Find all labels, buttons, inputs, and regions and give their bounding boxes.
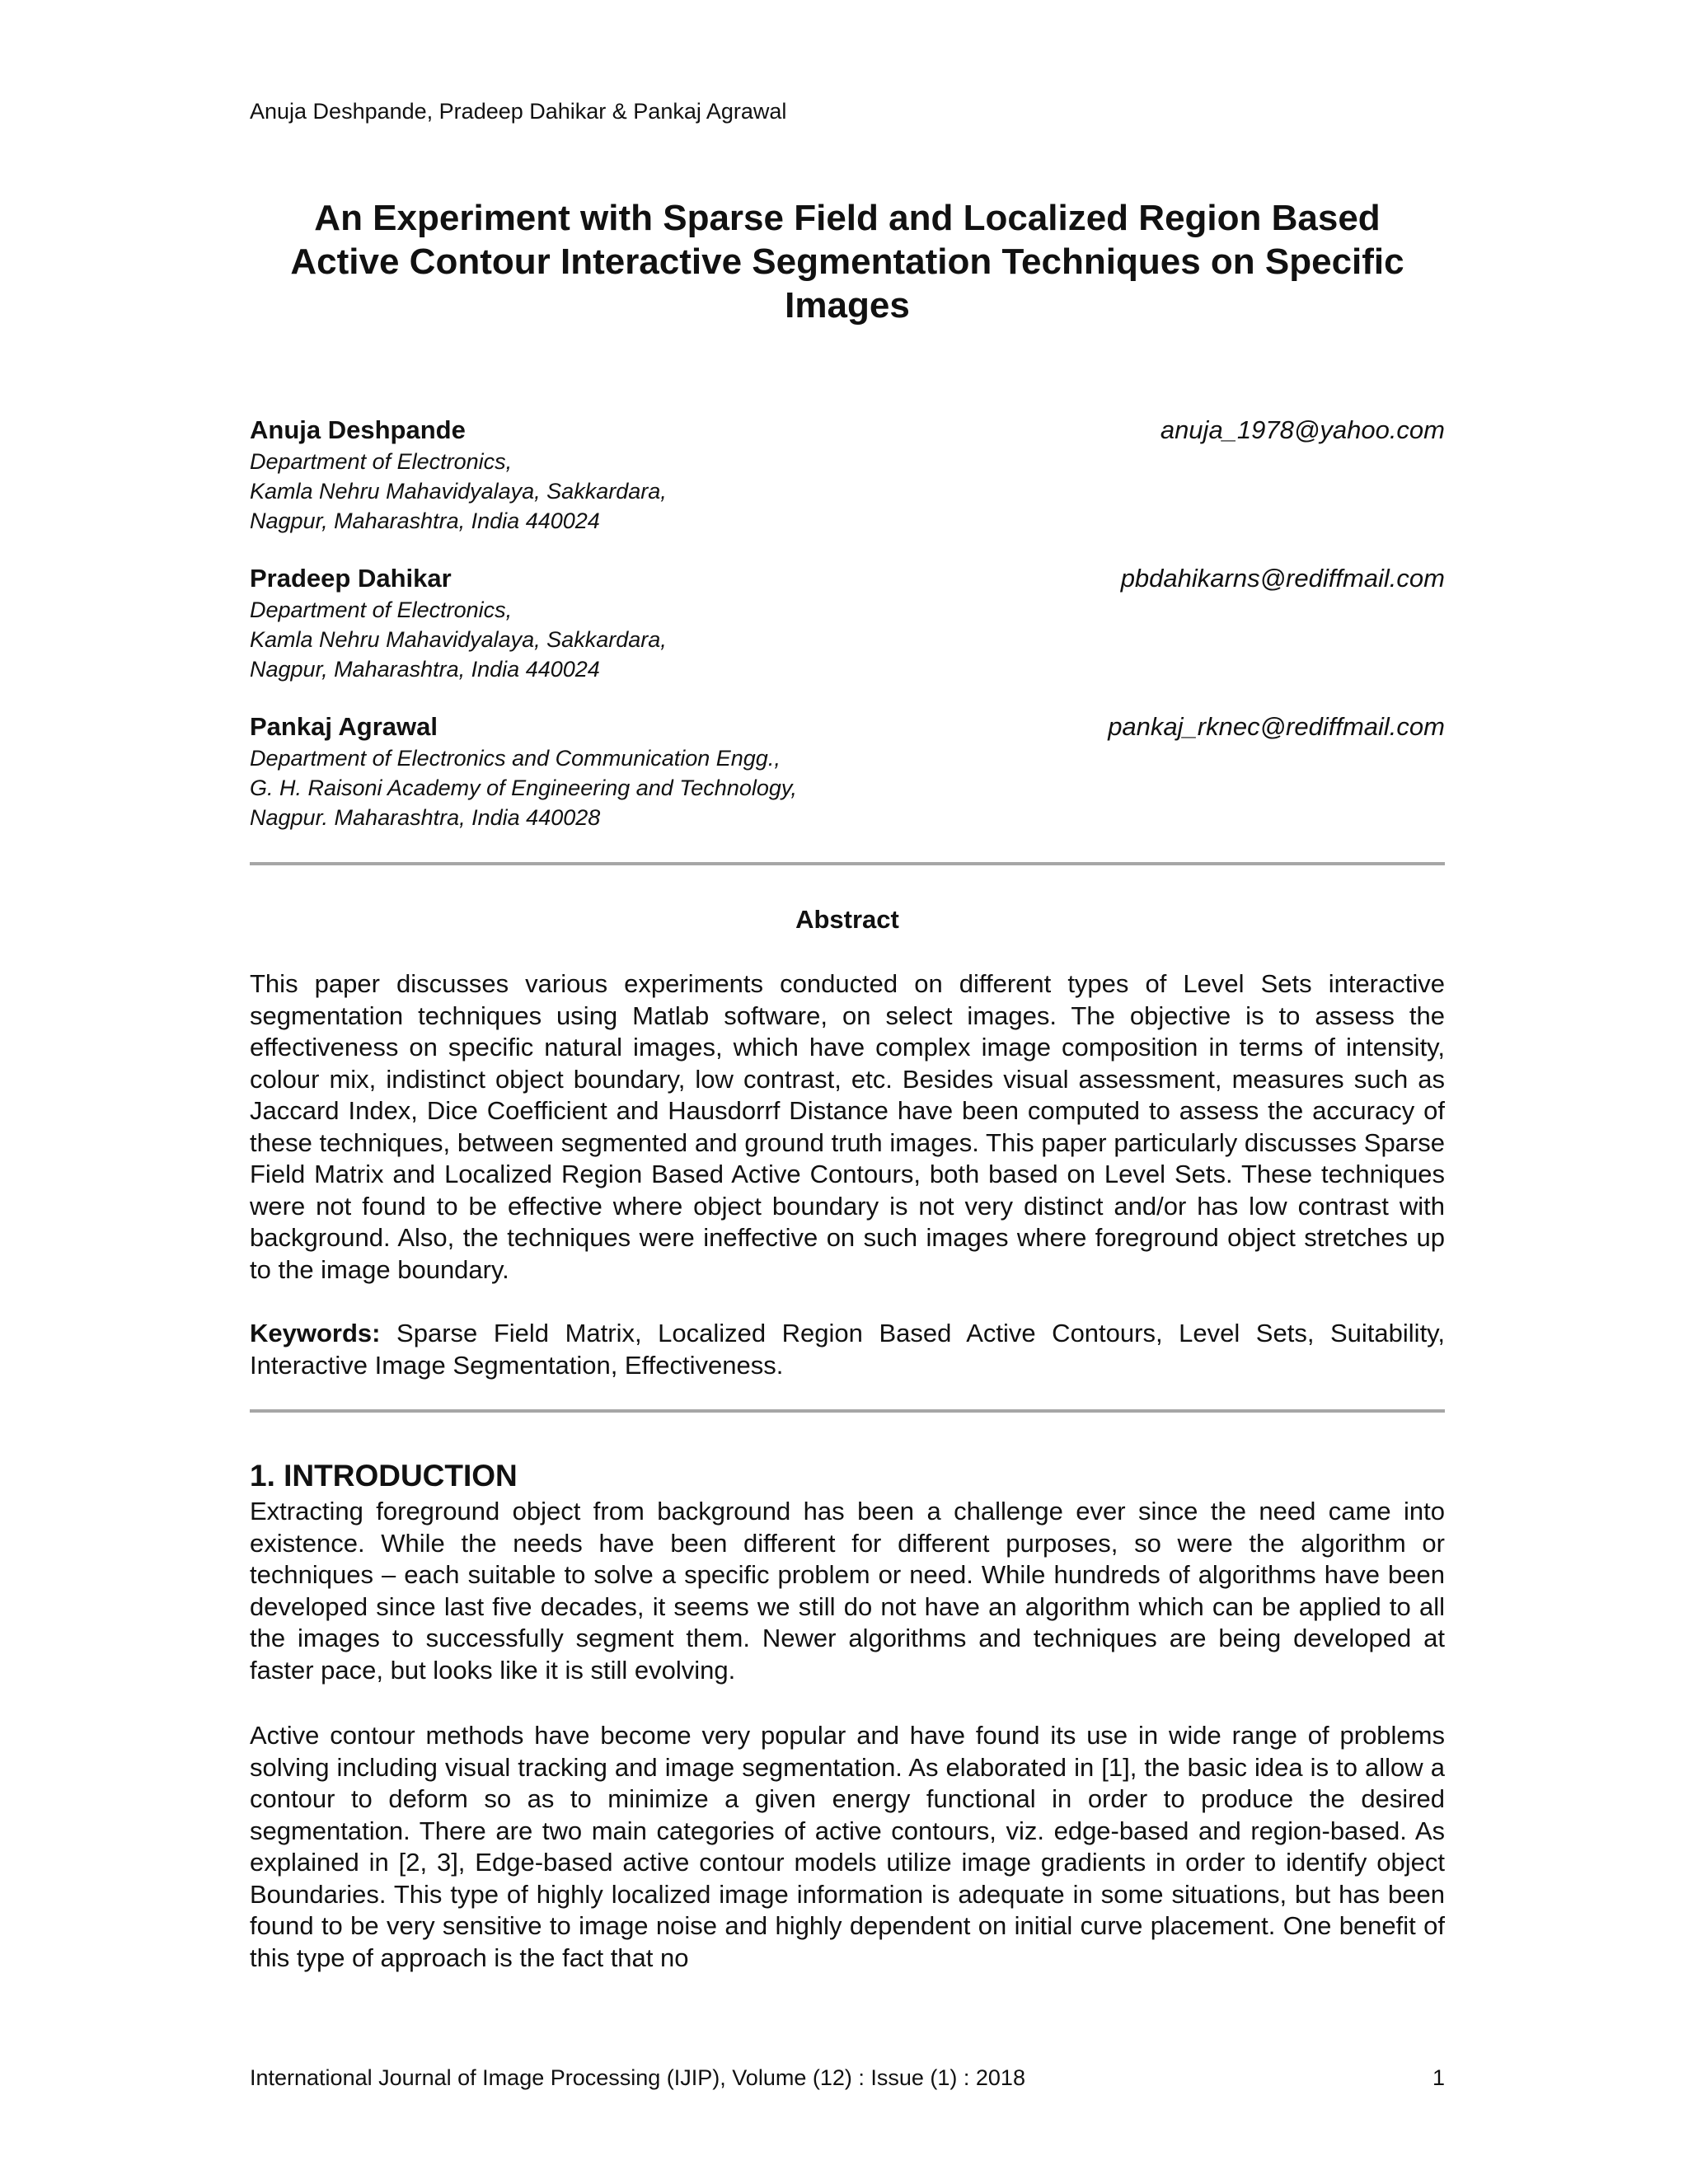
author-email: pbdahikarns@rediffmail.com <box>1120 564 1445 593</box>
author-affiliation-line: Department of Electronics, <box>250 449 513 474</box>
author-email: anuja_1978@yahoo.com <box>1160 415 1445 444</box>
author-affiliation-line: Nagpur, Maharashtra, India 440024 <box>250 657 600 682</box>
introduction-paragraph: Active contour methods have become very popular and have found its use in wide range of problems solving including visual tracking and image segmentation. As elaborated in [1], the basic idea is to allow a contour to deform so as to minimize a given energy functional in order to produce the desired segmentation. There are two main categories of active contours, viz. edge-based and region-based. As explained in [2, 3], Edge-based active contour models utilize image gradients in order to identify object Boundaries. This type of highly localized image information is adequate in some situations, but has been found to be very sensitive to image noise and highly dependent on initial curve placement. One benefit of this type of approach is the fact that no <box>250 1721 1445 1972</box>
author-block <box>250 562 1445 684</box>
author-affiliation-line: Kamla Nehru Mahavidyalaya, Sakkardara, <box>250 627 667 652</box>
author-affiliation-line: Department of Electronics, <box>250 598 513 622</box>
section-divider <box>250 1409 1445 1413</box>
author-affiliation-line: Kamla Nehru Mahavidyalaya, Sakkardara, <box>250 479 667 504</box>
title-line: Active Contour Interactive Segmentation Techniques on Specific <box>290 241 1404 282</box>
author-affiliation-line: Nagpur. Maharashtra, India 440028 <box>250 805 601 830</box>
title-line: An Experiment with Sparse Field and Localized Region Based <box>314 198 1381 238</box>
footer-journal-info: International Journal of Image Processing (IJIP), Volume (12) : Issue (1) : 2018 <box>250 2065 1025 2090</box>
author-block <box>250 414 1445 536</box>
keywords <box>250 1318 1445 1381</box>
author-name: Pankaj Agrawal <box>250 712 438 741</box>
author-block <box>250 710 1445 832</box>
author-affiliation-line: Nagpur, Maharashtra, India 440024 <box>250 509 600 533</box>
author-affiliation-line: Department of Electronics and Communication Engg., <box>250 746 781 771</box>
author-name: Pradeep Dahikar <box>250 564 452 593</box>
author-email: pankaj_rknec@rediffmail.com <box>1108 712 1445 741</box>
introduction-paragraph: Extracting foreground object from background has been a challenge ever since the need came into existence. While the needs have been different for different purposes, so were the algorithm or techniques – each suitable to solve a specific problem or need. While hundreds of algorithms have been developed since last five decades, it seems we still do not have an algorithm which can be applied to all the images to successfully segment them. Newer algorithms and techniques are being developed at faster pace, but looks like it is still evolving. <box>250 1497 1445 1685</box>
section-heading-introduction: 1. INTRODUCTION <box>250 1459 518 1493</box>
page-number: 1 <box>1432 2065 1445 2090</box>
section-divider <box>250 862 1445 865</box>
keywords-text: Sparse Field Matrix, Localized Region Based Active Contours, Level Sets, Suitability, Interactive Image Segmentation, Effectiveness. <box>250 1319 1445 1380</box>
author-name: Anuja Deshpande <box>250 415 466 444</box>
abstract-text: This paper discusses various experiments conducted on different types of Level Sets interactive segmentation techniques using Matlab software, on select images. The objective is to assess the effectiveness on specific natural images, which have complex image composition in terms of intensity, colour mix, indistinct object boundary, low contrast, etc. Besides visual assessment, measures such as Jaccard Index, Dice Coefficient and Hausdorrf Distance have been computed to assess the accuracy of these techniques, between segmented and ground truth images. This paper particularly discusses Sparse Field Matrix and Localized Region Based Active Contours, both based on Level Sets. These techniques were not found to be effective where object boundary is not very distinct and/or has low contrast with background. Also, the techniques were ineffective on such images where foreground object stretches up to the image boundary. <box>250 969 1445 1284</box>
paper-title <box>250 196 1445 327</box>
abstract-heading: Abstract <box>795 905 899 934</box>
author-affiliation-line: G. H. Raisoni Academy of Engineering and Technology, <box>250 776 797 800</box>
keywords-label: Keywords: <box>250 1319 381 1347</box>
title-line: Images <box>785 285 910 326</box>
running-header: Anuja Deshpande, Pradeep Dahikar & Pankaj Agrawal <box>250 99 787 124</box>
